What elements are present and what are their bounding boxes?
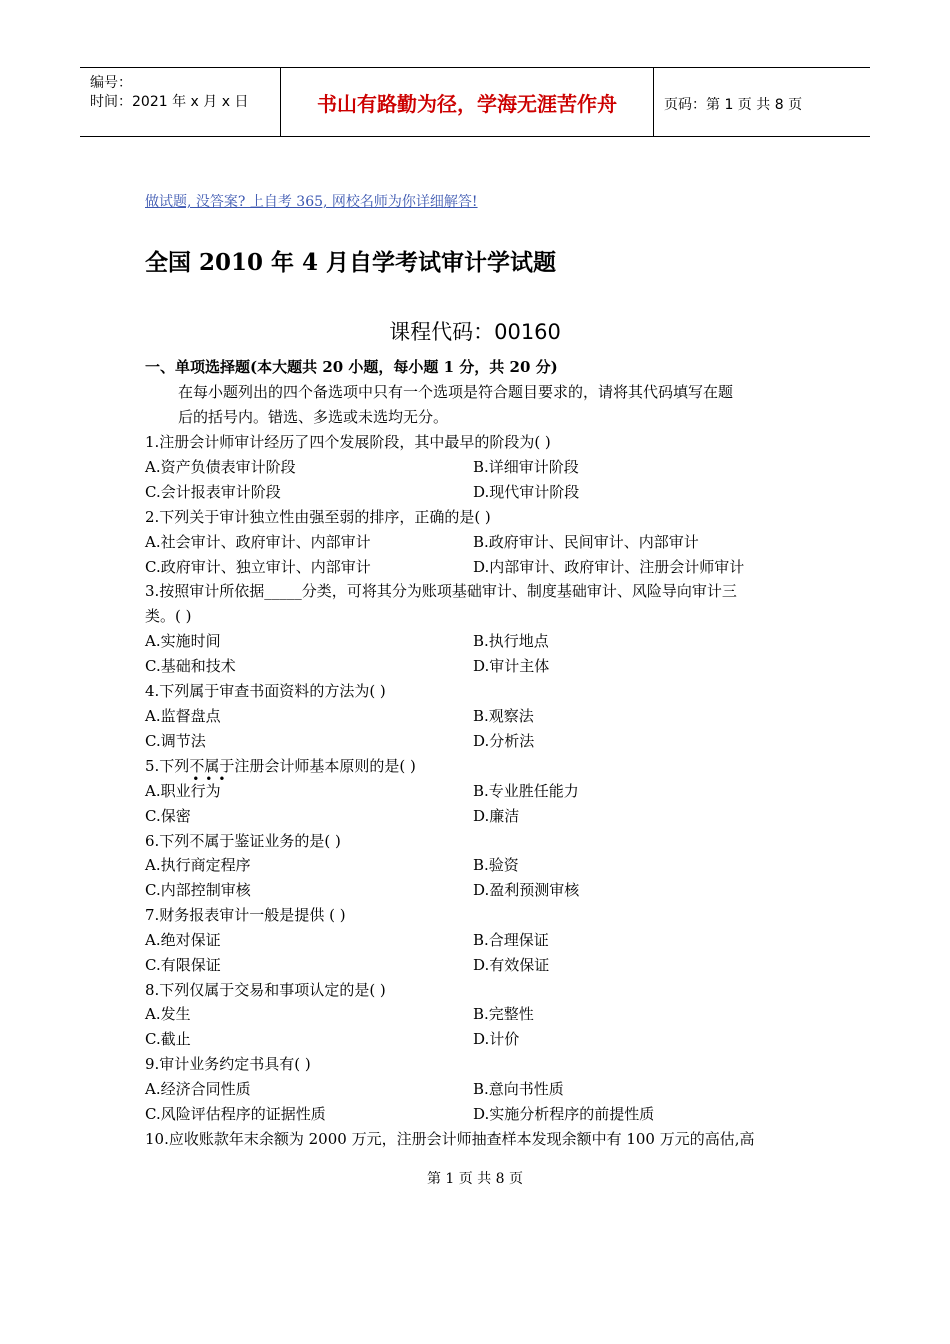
option-b: B.完整性: [473, 1005, 534, 1023]
option-b: B.观察法: [473, 707, 534, 725]
question-10: 10.应收账款年末余额为 2000 万元，注册会计师抽查样本发现余额中有 100 万元的高估,高: [145, 1130, 755, 1148]
option-c: C.风险评估程序的证据性质: [145, 1105, 326, 1123]
question-9: 9.审计业务约定书具有( ): [145, 1055, 311, 1073]
motto: 书山有路勤为径，学海无涯苦作舟: [281, 68, 654, 136]
question-1: 1.注册会计师审计经历了四个发展阶段，其中最早的阶段为( ): [145, 433, 551, 451]
option-b: B.政府审计、民间审计、内部审计: [473, 533, 699, 551]
question-5: [145, 755, 416, 786]
option-d: D.审计主体: [473, 657, 550, 675]
option-d: D.有效保证: [473, 956, 550, 974]
option-d: D.计价: [473, 1030, 520, 1048]
option-c: C.会计报表审计阶段: [145, 483, 281, 501]
question-2: 2.下列关于审计独立性由强至弱的排序，正确的是( ): [145, 508, 491, 526]
option-c: C.保密: [145, 807, 191, 825]
page-title: 全国 2010 年 4 月自学考试审计学试题: [145, 249, 557, 276]
page-header: [80, 67, 870, 137]
option-b: B.专业胜任能力: [473, 782, 579, 800]
emphasis-dots: •••: [192, 772, 232, 786]
page-info: 页码：第 1 页 共 8 页: [664, 97, 803, 113]
question-3: 3.按照审计所依据_____分类，可将其分为账项基础审计、制度基础审计、风险导向审计三: [145, 582, 737, 600]
option-b: B.详细审计阶段: [473, 458, 579, 476]
question-6-suffix: 鉴证业务的是( ): [234, 832, 341, 850]
page-footer: 第 1 页 共 8 页: [426, 1171, 524, 1187]
emphasis-word: 不属于: [189, 832, 235, 850]
emphasis-text: [189, 757, 235, 786]
option-d: D.盈利预测审核: [473, 881, 580, 899]
option-a: A.职业行为: [145, 782, 221, 800]
course-code: 课程代码：00160: [389, 320, 561, 344]
question-6: [145, 830, 341, 851]
question-8: 8.下列仅属于交易和事项认定的是( ): [145, 981, 386, 999]
question-7: 7.财务报表审计一般是提供 ( ): [145, 906, 346, 924]
emphasis-text: [189, 832, 234, 850]
option-b: B.意向书性质: [473, 1080, 564, 1098]
question-5-suffix: 注册会计师基本原则的是( ): [234, 757, 416, 775]
question-3-cont: 类。( ): [145, 607, 192, 625]
option-a: A.资产负债表审计阶段: [145, 458, 296, 476]
option-c: C.调节法: [145, 732, 206, 750]
option-d: D.廉洁: [473, 807, 520, 825]
option-c: C.政府审计、独立审计、内部审计: [145, 558, 371, 576]
option-d: D.现代审计阶段: [473, 483, 580, 501]
option-a: A.实施时间: [145, 632, 221, 650]
question-5-prefix: 5.下列: [145, 757, 190, 775]
option-d: D.分析法: [473, 732, 535, 750]
section-instruction: 在每小题列出的四个备选项中只有一个选项是符合题目要求的，请将其代码填写在题: [178, 383, 734, 401]
option-a: A.执行商定程序: [145, 856, 251, 874]
option-d: D.实施分析程序的前提性质: [473, 1105, 655, 1123]
option-c: C.截止: [145, 1030, 191, 1048]
option-a: A.发生: [145, 1005, 191, 1023]
section-instruction: 后的括号内。错选、多选或未选均无分。: [178, 408, 449, 426]
option-b: B.执行地点: [473, 632, 549, 650]
question-4: 4.下列属于审查书面资料的方法为( ): [145, 682, 386, 700]
option-c: C.基础和技术: [145, 657, 236, 675]
option-c: C.有限保证: [145, 956, 221, 974]
time-label: 时间：2021 年 x 月 x 日: [90, 94, 249, 110]
option-a: A.社会审计、政府审计、内部审计: [145, 533, 371, 551]
option-c: C.内部控制审核: [145, 881, 251, 899]
option-b: B.合理保证: [473, 931, 549, 949]
option-a: A.绝对保证: [145, 931, 221, 949]
option-a: A.经济合同性质: [145, 1080, 251, 1098]
ad-link[interactable]: 做试题, 没答案? 上自考 365, 网校名师为你详细解答!: [145, 194, 478, 210]
option-a: A.监督盘点: [145, 707, 221, 725]
question-6-prefix: 6.下列: [145, 832, 190, 850]
option-b: B.验资: [473, 856, 519, 874]
header-left-cell: [80, 68, 281, 136]
section-heading: 一、单项选择题(本大题共 20 小题，每小题 1 分，共 20 分): [145, 358, 558, 376]
option-d: D.内部审计、政府审计、注册会计师审计: [473, 558, 745, 576]
emphasis-word: 不属于: [189, 757, 235, 775]
number-label: 编号：: [90, 75, 132, 91]
